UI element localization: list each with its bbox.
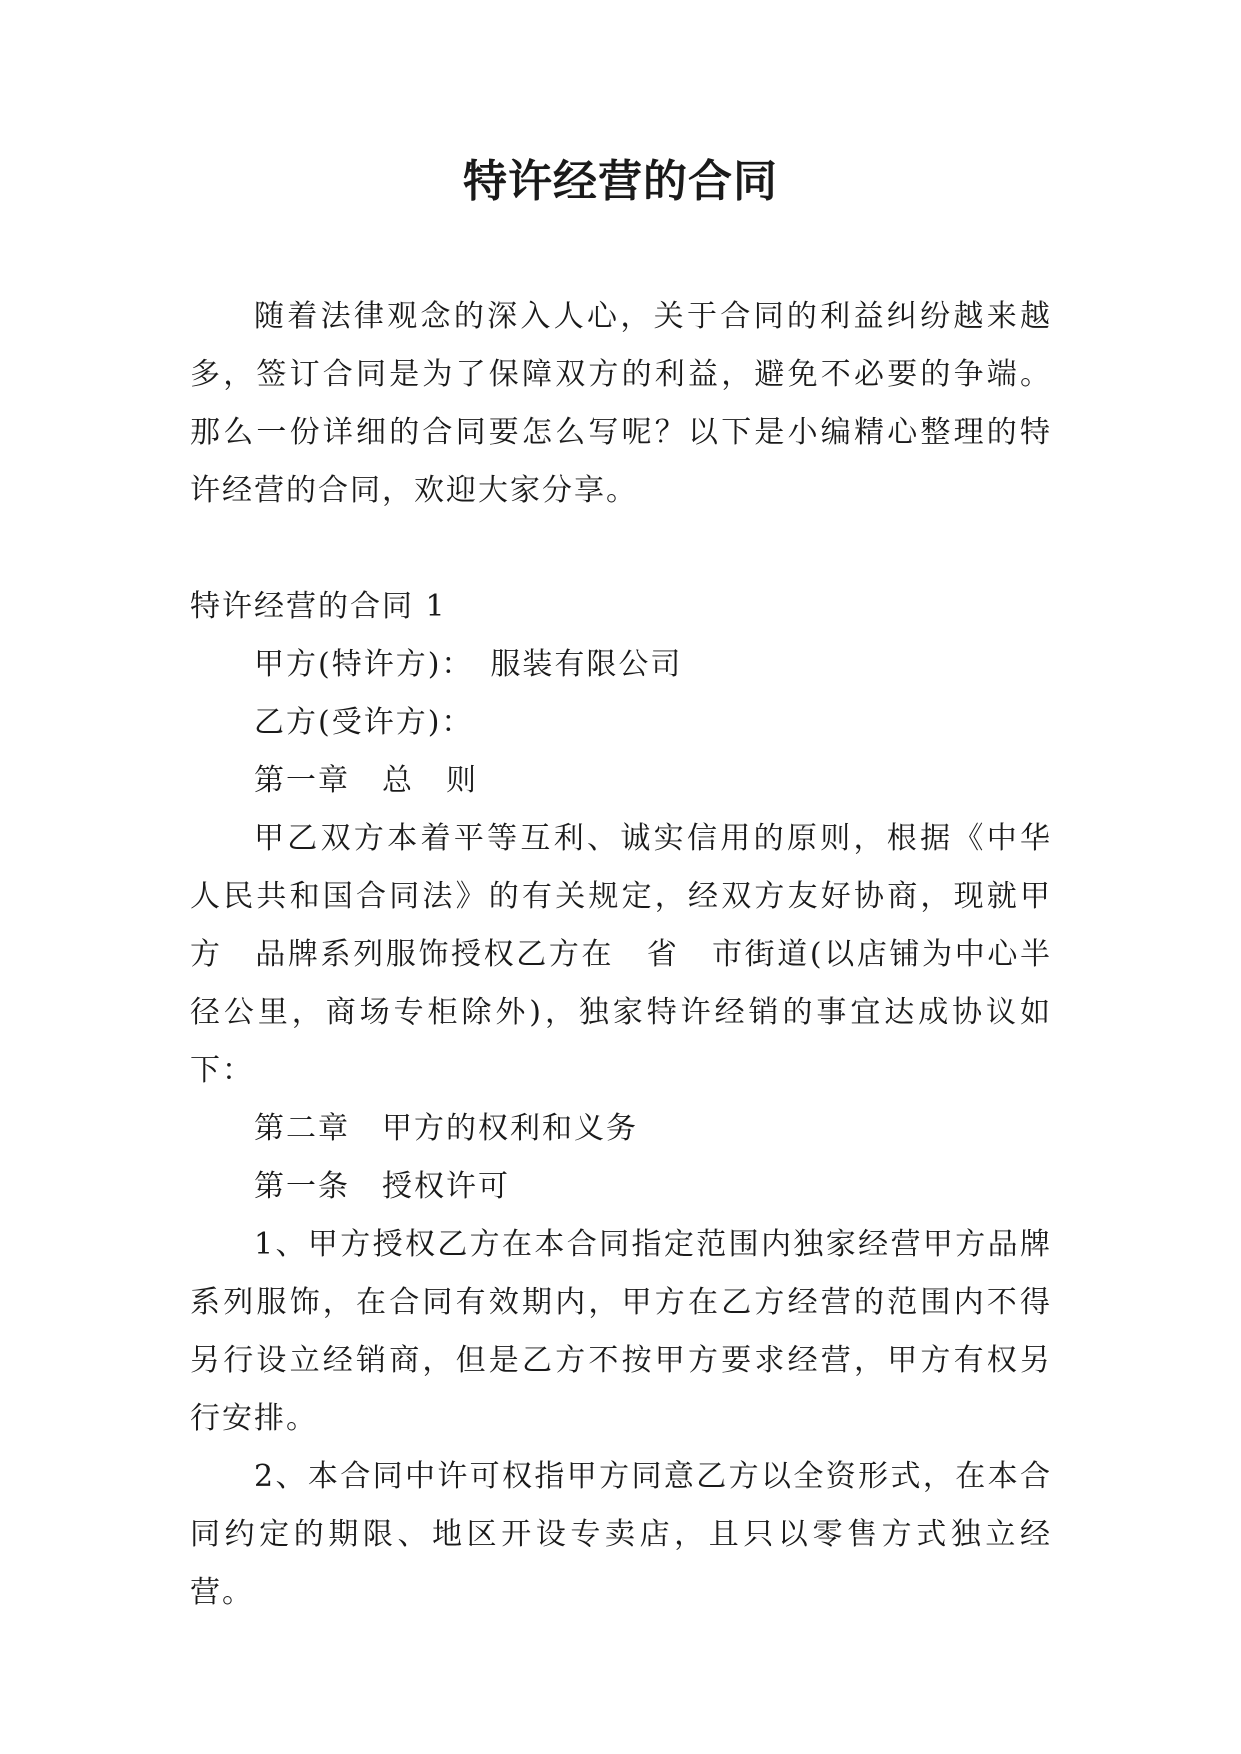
clause-1-paragraph: 1、甲方授权乙方在本合同指定范围内独家经营甲方品牌系列服饰，在合同有效期内，甲方在乙方经营的范围内不得另行设立经销商，但是乙方不按甲方要求经营，甲方有权另行安排。 — [190, 1227, 1052, 1436]
contract-heading: 特许经营的合同 1 — [190, 589, 447, 624]
intro-paragraph: 随着法律观念的深入人心，关于合同的利益纠纷越来越多，签订合同是为了保障双方的利益，避免不必要的争端。那么一份详细的合同要怎么写呢？以下是小编精心整理的特许经营的合同，欢迎大家分享。 — [190, 299, 1052, 508]
party-a-line: 甲方(特许方)： 服装有限公司 — [254, 647, 683, 682]
clause-2-paragraph: 2、本合同中许可权指甲方同意乙方以全资形式，在本合同约定的期限、地区开设专卖店，且只以零售方式独立经营。 — [190, 1459, 1052, 1610]
paragraph-gap — [190, 520, 1052, 578]
party-b-line: 乙方(受许方)： — [254, 705, 474, 740]
document-title: 特许经营的合同 — [463, 156, 778, 207]
chapter-1-paragraph: 甲乙双方本着平等互利、诚实信用的原则，根据《中华人民共和国合同法》的有关规定，经双方友好协商，现就甲方 品牌系列服饰授权乙方在 省 市街道(以店铺为中心半径公里，商场专柜除外)，独家特许经销的事宜达成协议如下： — [190, 821, 1052, 1088]
chapter-2-heading: 第二章 甲方的权利和义务 — [254, 1111, 638, 1146]
document-body — [190, 288, 1052, 1622]
chapter-1-heading: 第一章 总 则 — [254, 763, 478, 798]
article-1-heading: 第一条 授权许可 — [254, 1169, 510, 1204]
